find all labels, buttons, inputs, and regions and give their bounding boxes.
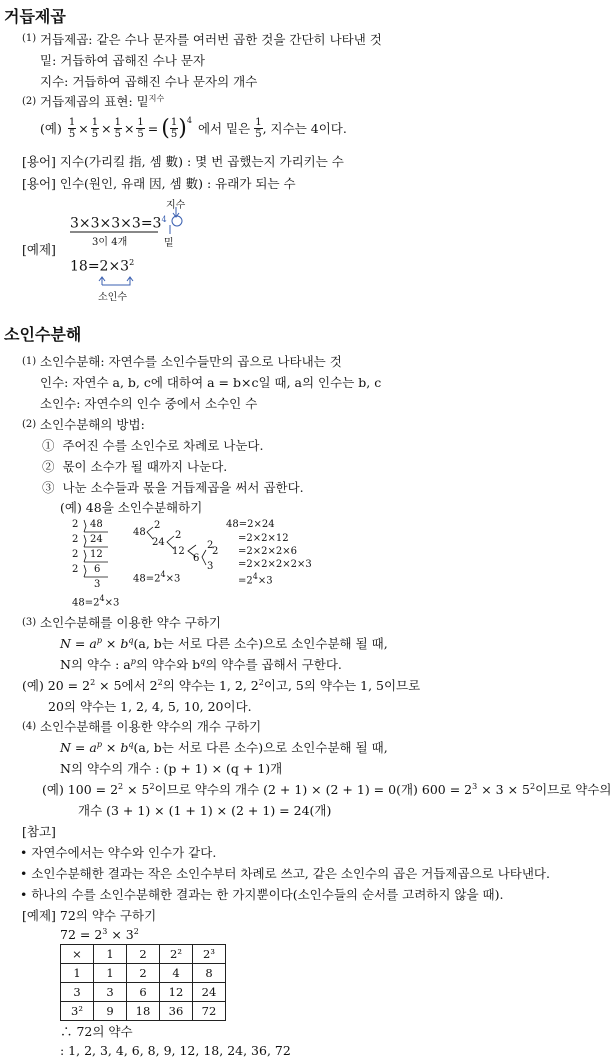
tree-node: 12 — [172, 546, 185, 557]
answer-line: : 1, 2, 3, 4, 6, 8, 9, 12, 18, 24, 36, 72 — [60, 1043, 291, 1058]
factor-expression-text: 18=2×3 — [70, 258, 130, 275]
divisor-count-rule: N의 약수의 개수 : (p + 1) × (q + 1)개 — [60, 761, 283, 776]
table-cell: 2² — [160, 945, 193, 964]
reference-text: 자연수에서는 약수와 인수가 같다. — [31, 845, 217, 860]
power-expression-text: 3×3×3×3=3 — [70, 215, 162, 232]
ladder-quotient: 3 — [94, 579, 101, 590]
tree-result-sup: 4 — [160, 570, 166, 579]
reference-item: • 소인수분해한 결과는 작은 소인수부터 차례로 쓰고, 같은 소인수의 곱은 거듭제곱으로 나타낸다. — [20, 866, 550, 881]
divisor-example — [22, 676, 420, 694]
power-expression-sup: 4 — [161, 215, 167, 224]
ladder-quotient: 24 — [90, 534, 103, 545]
fraction: $\frac{1}{5}$ — [255, 116, 262, 140]
section-title-factorization: 소인수분해 — [4, 325, 82, 344]
rule-sup: q — [200, 656, 206, 666]
ex-part: 의 약수는 1, 2, 2 — [162, 678, 259, 693]
tree-node: 3 — [207, 561, 214, 572]
item-number: (4) — [22, 721, 37, 732]
ladder-quotient: 48 — [90, 519, 103, 530]
table-cell: 1 — [61, 964, 94, 983]
table-cell: 8 — [193, 964, 226, 983]
example-tag: [예제] — [22, 908, 56, 923]
formula-sup: q — [128, 739, 134, 749]
chain-last-text: =2 — [238, 575, 253, 587]
formula-part: N = a — [60, 636, 97, 651]
definition-factor: 인수: 자연수 a, b, c에 대하여 a = b×c일 때, a의 인수는 b, c — [40, 375, 382, 390]
ex-sup: 2 — [118, 781, 124, 791]
ex-sup: 2 — [157, 677, 163, 687]
definition-prime-factor: 소인수: 자연수의 인수 중에서 소수인 수 — [40, 396, 258, 411]
tree-node: 2 — [154, 520, 161, 531]
formula-sup: p — [96, 739, 102, 749]
item-number: (1) — [22, 33, 37, 44]
table-row — [61, 983, 226, 1002]
ladder-quotient: 12 — [90, 549, 103, 560]
tree-node: 48 — [133, 527, 146, 538]
table-cell: × — [61, 945, 94, 964]
rule-part: 의 약수를 곱해서 구한다. — [205, 657, 342, 672]
chain-line — [238, 572, 273, 586]
ex-part: × 5에서 2 — [95, 678, 158, 693]
table-cell: 2 — [127, 945, 160, 964]
factorization-sup: 2 — [133, 927, 139, 936]
step-text: 나눈 소수들과 몫을 거듭제곱을 써서 곱한다. — [62, 480, 304, 495]
fraction: $\frac{1}{5}$ — [114, 116, 121, 140]
step-number: ① — [42, 438, 55, 453]
table-cell: 36 — [160, 1002, 193, 1021]
section-title-power: 거듭제곱 — [4, 7, 66, 26]
table-cell: 2 — [127, 964, 160, 983]
power-notation-sup: 지수 — [148, 93, 165, 103]
table-cell: 3 — [61, 983, 94, 1002]
chain-line: 48=2×24 — [226, 519, 275, 530]
table-cell: 9 — [94, 1002, 127, 1021]
fraction: $\frac{1}{5}$ — [170, 116, 178, 140]
reference-tag: [참고] — [22, 824, 56, 839]
fraction: $\frac{1}{5}$ — [137, 116, 144, 140]
tree-node: 6 — [193, 553, 200, 564]
power-notation-text: 거듭제곱의 표현: 밑 — [40, 94, 149, 109]
formula-part: (a, b는 서로 다른 소수)으로 소인수분해 될 때, — [133, 740, 388, 755]
term-text: 인수(원인, 유래 因, 셈 數) : 유래가 되는 수 — [59, 176, 296, 191]
reference-item: • 하나의 수를 소인수분해한 결과는 한 가지뿐이다(소인수들의 순서를 고려하지 않을 때). — [20, 887, 504, 902]
rule-part: N의 약수 : a — [60, 657, 131, 672]
step-number: ② — [42, 459, 55, 474]
ex-part: (예) 20 = 2 — [22, 678, 91, 693]
count-label: 3이 4개 — [92, 237, 128, 248]
ex-part: 이므로 약수의 개수 (2 + 1) × (2 + 1) = 0(개) 600 = 2 — [154, 782, 473, 797]
table-cell: 18 — [127, 1002, 160, 1021]
example-text: 72의 약수 구하기 — [59, 908, 157, 923]
formula-part: N = a — [60, 740, 97, 755]
ladder-divisor: 2 — [72, 534, 79, 545]
table-cell: 72 — [193, 1002, 226, 1021]
definition-base: 밑: 거듭하여 곱해진 수나 문자 — [40, 53, 206, 68]
table-row — [61, 964, 226, 983]
formula-sup: q — [128, 635, 134, 645]
example-tag: [예제] — [22, 242, 56, 257]
divisor-count-title: 소인수분해를 이용한 약수의 개수 구하기 — [40, 719, 262, 734]
ex-sup: 3 — [472, 781, 478, 791]
example-text: 에서 밑은 — [197, 121, 251, 136]
definition-factorization: 소인수분해: 자연수를 소인수들만의 곱으로 나타내는 것 — [40, 354, 342, 369]
fraction: $\frac{1}{5}$ — [68, 116, 76, 140]
ex-part: × 3 × 5 — [477, 782, 530, 797]
reference-text: 하나의 수를 소인수분해한 결과는 한 가지뿐이다(소인수들의 순서를 고려하지 않을 때). — [31, 887, 504, 902]
ladder-divisor: 2 — [72, 519, 79, 530]
ladder-divisor: 2 — [72, 549, 79, 560]
ladder-result-text: 48=2 — [72, 597, 100, 609]
base-label: 밑 — [164, 238, 174, 249]
tree-node: 2 — [207, 540, 214, 551]
chain-line: =2×2×2×6 — [238, 546, 297, 557]
reference-text: 소인수분해한 결과는 작은 소인수부터 차례로 쓰고, 같은 소인수의 곱은 거듭제곱으로 나타낸다. — [31, 866, 550, 881]
rule-sup: p — [130, 656, 136, 666]
definition-power: 거듭제곱: 같은 수나 문자를 여러번 곱한 것을 간단히 나타낸 것 — [40, 32, 382, 47]
step-text: 주어진 수를 소인수로 차례로 나눈다. — [62, 438, 264, 453]
table-cell: 2³ — [193, 945, 226, 964]
ex-part: 이고, 5의 약수는 1, 5이므로 — [263, 678, 421, 693]
formula-sup: p — [96, 635, 102, 645]
ladder-result-tail: ×3 — [104, 597, 120, 609]
item-number: (1) — [22, 356, 37, 367]
formula-part: (a, b는 서로 다른 소수)으로 소인수분해 될 때, — [133, 636, 388, 651]
divisor-count-formula — [60, 738, 388, 756]
ladder-quotient: 6 — [94, 564, 101, 575]
tree-result — [133, 570, 180, 584]
item-number: (2) — [22, 419, 37, 430]
item-number: (3) — [22, 617, 37, 628]
step-number: ③ — [42, 480, 55, 495]
item-number: (2) — [22, 96, 37, 107]
formula-part: × b — [101, 636, 129, 651]
ex-sup: 2 — [90, 677, 96, 687]
prime-factor-label: 소인수 — [98, 292, 127, 303]
example-text-2: , 지수는 4이다. — [262, 121, 347, 136]
term-tag: [용어] — [22, 154, 56, 169]
tree-node: 24 — [152, 537, 165, 548]
factorization-sup: 3 — [102, 927, 108, 936]
divisor-example-result: 20의 약수는 1, 2, 4, 5, 10, 20이다. — [48, 699, 252, 714]
method-title: 소인수분해의 방법: — [40, 417, 145, 432]
divisor-count-example-2: 개수 (3 + 1) × (1 + 1) × (2 + 1) = 24(개) — [78, 803, 332, 818]
tree-node: 2 — [212, 546, 219, 557]
formula-part: × b — [101, 740, 129, 755]
ex-part: × 5 — [123, 782, 150, 797]
term-tag: [용어] — [22, 176, 56, 191]
reference-item: • 자연수에서는 약수와 인수가 같다. — [20, 845, 217, 860]
ladder-divisor: 2 — [72, 564, 79, 575]
ex-sup: 2 — [149, 781, 155, 791]
table-cell: 3 — [94, 983, 127, 1002]
fraction: $\frac{1}{5}$ — [91, 116, 99, 140]
divisor-formula — [60, 634, 388, 652]
chain-line: =2×2×12 — [238, 533, 289, 544]
table-cell: 3² — [61, 1002, 94, 1021]
rule-part: 의 약수와 b — [135, 657, 201, 672]
tree-result-text: 48=2 — [133, 573, 161, 585]
term-text: 지수(가리킬 指, 셈 數) : 몇 번 곱했는지 가리키는 수 — [59, 154, 344, 169]
factorization-part: 72 = 2 — [60, 927, 103, 943]
table-cell: 4 — [160, 964, 193, 983]
table-cell: 24 — [193, 983, 226, 1002]
therefore-line: ∴ 72의 약수 — [60, 1024, 133, 1039]
example-72 — [22, 906, 156, 924]
tree-result-tail: ×3 — [165, 573, 181, 585]
chain-last-tail: ×3 — [257, 575, 273, 587]
ex-sup: 2 — [529, 781, 536, 791]
definition-exponent: 지수: 거듭하여 곱해진 수나 문자의 개수 — [40, 74, 258, 89]
table-cell: 12 — [160, 983, 193, 1002]
chain-last-sup: 4 — [252, 572, 258, 581]
factorization-part: × 3 — [107, 927, 134, 943]
tree-node: 2 — [175, 530, 182, 541]
ex-part: 이므로 약수의 — [535, 782, 612, 797]
divisor-table — [60, 944, 226, 1021]
factor-expression-sup: 2 — [129, 258, 135, 267]
ex-sup: 2 — [258, 677, 264, 687]
divisor-title: 소인수분해를 이용한 약수 구하기 — [40, 615, 221, 630]
factorization-72 — [60, 927, 139, 942]
table-cell: 1 — [94, 945, 127, 964]
power-example: (예) $\frac{1}{5}$ × $\frac{1}{5}$ × $\frac{1}{5}$ × $\frac{1}{5}$ = ( $\frac{1}{5}$ ) $^4$ 에서 밑은 $\frac{1}{5}$ , 지수는 4이다. — [40, 115, 347, 141]
exponent-label: 지수 — [166, 200, 186, 211]
table-cell: 6 — [127, 983, 160, 1002]
table-row — [61, 945, 226, 964]
table-cell: 1 — [94, 964, 127, 983]
chain-line: =2×2×2×2×3 — [238, 559, 312, 570]
ex-part: (예) 100 = 2 — [42, 782, 119, 797]
table-row — [61, 1002, 226, 1021]
divisor-rule — [60, 655, 342, 673]
example-48-title: (예) 48을 소인수분해하기 — [60, 500, 203, 515]
divisor-count-example — [42, 780, 612, 798]
ladder-result-sup: 4 — [99, 594, 105, 603]
example-label: (예) — [40, 121, 62, 136]
step-text: 몫이 소수가 될 때까지 나눈다. — [62, 459, 228, 474]
